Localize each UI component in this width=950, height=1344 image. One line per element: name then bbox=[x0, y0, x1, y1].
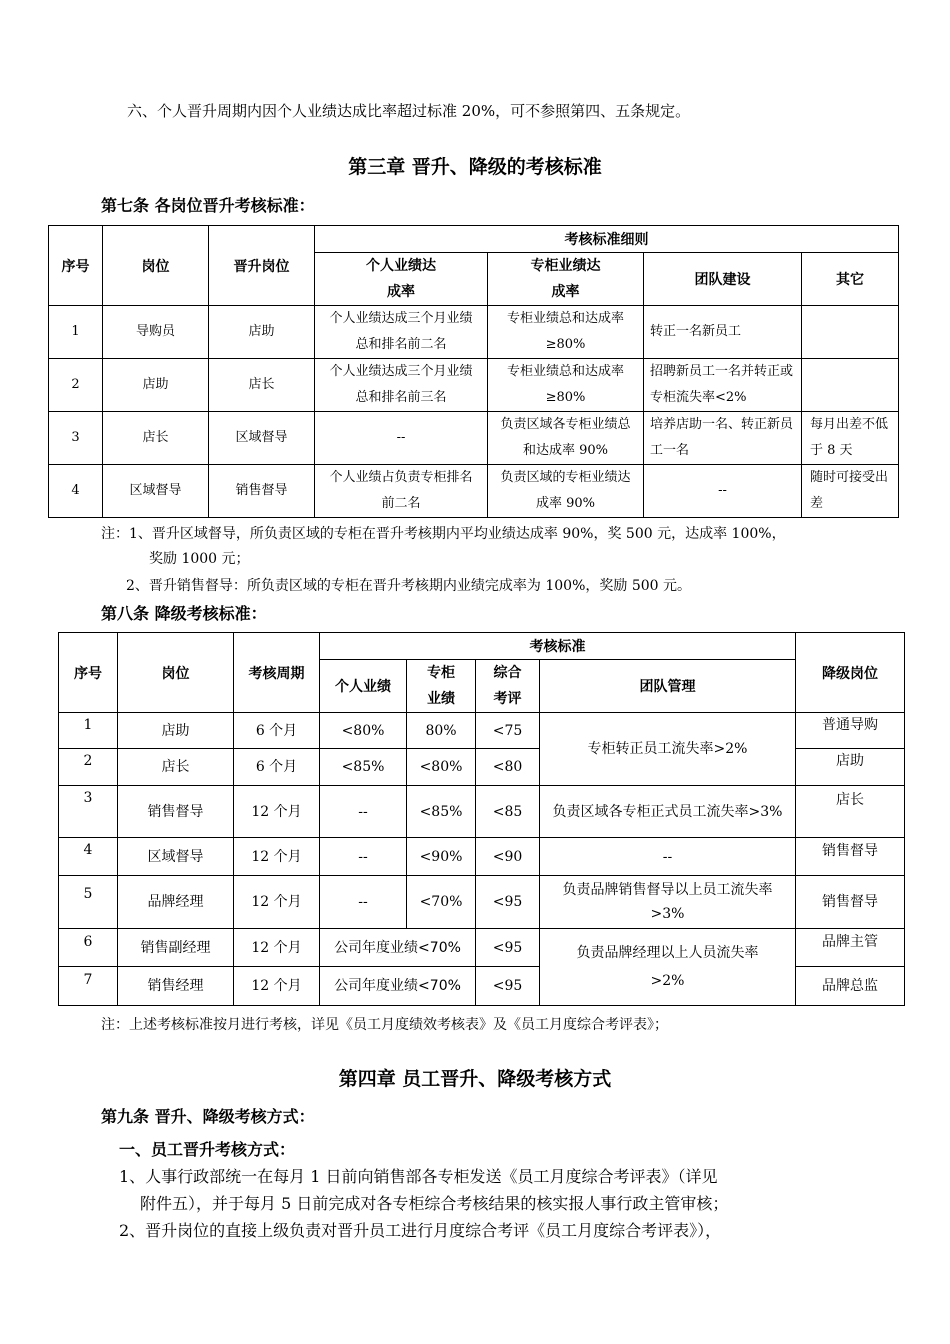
cell-seq: 4 bbox=[49, 465, 103, 518]
cell-team: -- bbox=[644, 465, 802, 518]
cell-team-r67: 负责品牌经理以上人员流失率>2% bbox=[540, 929, 796, 1006]
cell-team: 转正一名新员工 bbox=[644, 306, 802, 359]
cell-eval: <90 bbox=[476, 838, 540, 876]
header-eval bbox=[476, 660, 540, 713]
table-row bbox=[59, 713, 905, 749]
article-7-title: 第七条 各岗位晋升考核标准： bbox=[101, 196, 315, 215]
chapter-4-title: 第四章 员工晋升、降级考核方式 bbox=[338, 1068, 612, 1090]
header-team: 团队管理 bbox=[540, 660, 796, 713]
cell-period: 12 个月 bbox=[234, 838, 320, 876]
cell-position: 店助 bbox=[103, 359, 209, 412]
table-row bbox=[59, 786, 905, 838]
table-row bbox=[59, 929, 905, 967]
cell-seq: 2 bbox=[49, 359, 103, 412]
header-seq: 序号 bbox=[49, 226, 103, 306]
header-counter: 专柜业绩达成率 bbox=[488, 253, 644, 306]
header-criteria-group: 考核标准细则 bbox=[315, 226, 899, 253]
cell-eval: <75 bbox=[476, 713, 540, 749]
cell-position: 销售督导 bbox=[118, 786, 234, 838]
cell-seq: 2 bbox=[59, 749, 118, 786]
cell-other bbox=[802, 306, 899, 359]
cell-eval: <85 bbox=[476, 786, 540, 838]
item-2: 2、晋升岗位的直接上级负责对晋升员工进行月度综合考评《员工月度综合考评表》）， bbox=[119, 1221, 722, 1240]
cell-other bbox=[802, 359, 899, 412]
header-counter-line2: 业绩 bbox=[427, 691, 455, 707]
cell-demote: 店长 bbox=[796, 786, 905, 838]
cell-personal: 个人业绩达成三个月业绩总和排名前二名 bbox=[315, 306, 488, 359]
note-7-2: 2、晋升销售督导：所负责区域的专柜在晋升考核期内业绩完成率为 100%，奖励 500 元。 bbox=[126, 578, 692, 594]
cell-counter: 专柜业绩总和达成率≥80% bbox=[488, 359, 644, 412]
cell-period: 12 个月 bbox=[234, 876, 320, 929]
cell-position: 店长 bbox=[103, 412, 209, 465]
cell-target: 销售督导 bbox=[209, 465, 315, 518]
cell-team: 培养店助一名、转正新员工一名 bbox=[644, 412, 802, 465]
header-other: 其它 bbox=[802, 253, 899, 306]
cell-counter: <90% bbox=[407, 838, 476, 876]
note-8: 注：上述考核标准按月进行考核，详见《员工月度绩效考核表》及《员工月度综合考评表》； bbox=[101, 1017, 668, 1033]
cell-counter: 80% bbox=[407, 713, 476, 749]
cell-personal: <85% bbox=[320, 749, 407, 786]
header-period: 考核周期 bbox=[234, 633, 320, 713]
cell-counter: <80% bbox=[407, 749, 476, 786]
cell-counter: 专柜业绩总和达成率≥80% bbox=[488, 306, 644, 359]
note-7-1: 注：1、晋升区域督导，所负责区域的专柜在晋升考核期内平均业绩达成率 90%，奖 500 元，达成率 100%， bbox=[101, 526, 786, 542]
cell-seq: 1 bbox=[49, 306, 103, 359]
cell-eval: <95 bbox=[476, 876, 540, 929]
table-row bbox=[59, 876, 905, 929]
cell-demote: 普通导购 bbox=[796, 713, 905, 749]
cell-period: 12 个月 bbox=[234, 929, 320, 967]
cell-period: 12 个月 bbox=[234, 967, 320, 1006]
demotion-table bbox=[58, 632, 905, 1006]
table-row bbox=[49, 412, 899, 465]
cell-demote: 销售督导 bbox=[796, 876, 905, 929]
cell-position: 导购员 bbox=[103, 306, 209, 359]
cell-personal: 个人业绩占负责专柜排名前二名 bbox=[315, 465, 488, 518]
table-row bbox=[49, 359, 899, 412]
cell-team-r12: 专柜转正员工流失率>2% bbox=[540, 713, 796, 786]
cell-team-r4: -- bbox=[540, 838, 796, 876]
promotion-table bbox=[48, 225, 899, 518]
cell-team-r3: 负责区域各专柜正式员工流失率>3% bbox=[540, 786, 796, 838]
table-row bbox=[59, 838, 905, 876]
cell-position: 店长 bbox=[118, 749, 234, 786]
cell-period: 6 个月 bbox=[234, 749, 320, 786]
cell-demote: 店助 bbox=[796, 749, 905, 786]
rule-6: 六、个人晋升周期内因个人业绩达成比率超过标准 20%，可不参照第四、五条规定。 bbox=[127, 102, 691, 120]
cell-personal: <80% bbox=[320, 713, 407, 749]
sub-section-1: 一、员工晋升考核方式： bbox=[119, 1140, 296, 1159]
cell-target: 店长 bbox=[209, 359, 315, 412]
cell-demote: 销售督导 bbox=[796, 838, 905, 876]
header-counter-line1: 专柜 bbox=[427, 665, 455, 681]
cell-demote: 品牌主管 bbox=[796, 929, 905, 967]
header-seq: 序号 bbox=[59, 633, 118, 713]
cell-position: 区域督导 bbox=[103, 465, 209, 518]
cell-seq: 4 bbox=[59, 838, 118, 876]
cell-seq: 1 bbox=[59, 713, 118, 749]
cell-target: 店助 bbox=[209, 306, 315, 359]
cell-period: 6 个月 bbox=[234, 713, 320, 749]
cell-counter: <85% bbox=[407, 786, 476, 838]
cell-position: 店助 bbox=[118, 713, 234, 749]
header-position: 岗位 bbox=[118, 633, 234, 713]
header-team: 团队建设 bbox=[644, 253, 802, 306]
cell-position: 品牌经理 bbox=[118, 876, 234, 929]
cell-company-target: 公司年度业绩<70% bbox=[320, 929, 476, 967]
cell-personal: -- bbox=[320, 876, 407, 929]
header-demote: 降级岗位 bbox=[796, 633, 905, 713]
cell-team: 招聘新员工一名并转正或专柜流失率<2% bbox=[644, 359, 802, 412]
header-counter bbox=[407, 660, 476, 713]
cell-seq: 6 bbox=[59, 929, 118, 967]
header-position: 岗位 bbox=[103, 226, 209, 306]
cell-target: 区域督导 bbox=[209, 412, 315, 465]
cell-counter: <70% bbox=[407, 876, 476, 929]
cell-seq: 3 bbox=[49, 412, 103, 465]
note-7-1-cont: 奖励 1000 元； bbox=[149, 551, 250, 567]
header-personal: 个人业绩 bbox=[320, 660, 407, 713]
cell-position: 区域督导 bbox=[118, 838, 234, 876]
cell-seq: 7 bbox=[59, 967, 118, 1006]
article-9-title: 第九条 晋升、降级考核方式： bbox=[101, 1107, 315, 1126]
cell-personal: -- bbox=[315, 412, 488, 465]
cell-seq: 5 bbox=[59, 876, 118, 929]
cell-eval: <80 bbox=[476, 749, 540, 786]
header-eval-line2: 考评 bbox=[493, 691, 522, 707]
article-8-title: 第八条 降级考核标准： bbox=[101, 604, 267, 623]
cell-position: 销售经理 bbox=[118, 967, 234, 1006]
cell-seq: 3 bbox=[59, 786, 118, 838]
cell-other: 每月出差不低于 8 天 bbox=[802, 412, 899, 465]
header-target: 晋升岗位 bbox=[209, 226, 315, 306]
cell-counter: 负责区域的专柜业绩达成率 90% bbox=[488, 465, 644, 518]
table-row bbox=[49, 465, 899, 518]
header-criteria-group: 考核标准 bbox=[320, 633, 796, 660]
header-eval-line1: 综合 bbox=[493, 665, 522, 681]
cell-position: 销售副经理 bbox=[118, 929, 234, 967]
cell-team-r5: 负责品牌销售督导以上员工流失率>3% bbox=[540, 876, 796, 929]
cell-counter: 负责区域各专柜业绩总和达成率 90% bbox=[488, 412, 644, 465]
item-1-line1: 1、人事行政部统一在每月 1 日前向销售部各专柜发送《员工月度综合考评表》（详见 bbox=[119, 1167, 718, 1186]
header-personal: 个人业绩达成率 bbox=[315, 253, 488, 306]
cell-period: 12 个月 bbox=[234, 786, 320, 838]
cell-company-target: 公司年度业绩<70% bbox=[320, 967, 476, 1006]
chapter-3-title: 第三章 晋升、降级的考核标准 bbox=[348, 156, 602, 178]
cell-personal: -- bbox=[320, 838, 407, 876]
cell-other: 随时可接受出差 bbox=[802, 465, 899, 518]
cell-eval: <95 bbox=[476, 929, 540, 967]
cell-demote: 品牌总监 bbox=[796, 967, 905, 1006]
table-row bbox=[49, 306, 899, 359]
item-1-line2: 附件五），并于每月 5 日前完成对各专柜综合考核结果的核实报人事行政主管审核； bbox=[140, 1194, 729, 1213]
cell-personal: 个人业绩达成三个月业绩总和排名前三名 bbox=[315, 359, 488, 412]
cell-eval: <95 bbox=[476, 967, 540, 1006]
cell-personal: -- bbox=[320, 786, 407, 838]
